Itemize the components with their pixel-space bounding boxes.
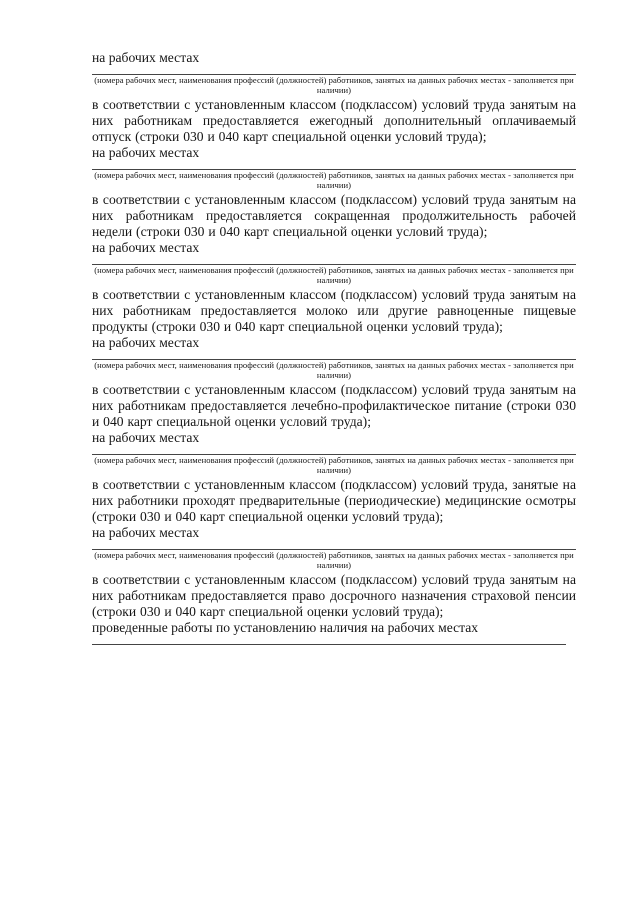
section-text: в соответствии с установленным классом (подклассом) условий труда занятым на них работникам предоставляется молоко или другие равноценные пищевые продукты (строки 030 и 040 карт специальной оценки условий труда); bbox=[92, 287, 576, 334]
section-lead: на рабочих местах bbox=[92, 145, 200, 160]
fill-line-caption: (номера рабочих мест, наименования профессий (должностей) работников, занятых на данных рабочих местах - заполняется при наличии) bbox=[94, 265, 574, 285]
section-6 bbox=[92, 549, 576, 636]
section-3 bbox=[92, 264, 576, 351]
section-text: в соответствии с установленным классом (подклассом) условий труда занятым на них работникам предоставляется сокращенная продолжительность рабочей недели (строки 030 и 040 карт специальной оценки условий труда); bbox=[92, 192, 576, 239]
intro-line: на рабочих местах bbox=[92, 50, 200, 65]
section-1 bbox=[92, 74, 576, 161]
section-lead: на рабочих местах bbox=[92, 525, 200, 540]
section-2 bbox=[92, 169, 576, 256]
fill-line-caption: (номера рабочих мест, наименования профессий (должностей) работников, занятых на данных рабочих местах - заполняется при наличии) bbox=[94, 550, 574, 570]
section-5 bbox=[92, 454, 576, 541]
section-4 bbox=[92, 359, 576, 446]
section-lead: на рабочих местах bbox=[92, 240, 200, 255]
section-lead: на рабочих местах bbox=[92, 335, 200, 350]
fill-line-caption: (номера рабочих мест, наименования профессий (должностей) работников, занятых на данных рабочих местах - заполняется при наличии) bbox=[94, 360, 574, 380]
section-lead: на рабочих местах bbox=[92, 430, 200, 445]
fill-line-caption: (номера рабочих мест, наименования профессий (должностей) работников, занятых на данных рабочих местах - заполняется при наличии) bbox=[94, 455, 574, 475]
fill-line-caption: (номера рабочих мест, наименования профессий (должностей) работников, занятых на данных рабочих местах - заполняется при наличии) bbox=[94, 75, 574, 95]
section-lead: проведенные работы по установлению наличия на рабочих местах bbox=[92, 620, 479, 635]
fill-line-caption: (номера рабочих мест, наименования профессий (должностей) работников, занятых на данных рабочих местах - заполняется при наличии) bbox=[94, 170, 574, 190]
section-text: в соответствии с установленным классом (подклассом) условий труда занятым на них работникам предоставляется ежегодный дополнительный оплачиваемый отпуск (строки 030 и 040 карт специальной оценки условий труда); bbox=[92, 97, 576, 144]
section-text: в соответствии с установленным классом (подклассом) условий труда занятым на них работникам предоставляется право досрочного назначения страховой пенсии (строки 030 и 040 карт специальной оценки условий труда); bbox=[92, 572, 576, 619]
final-fill-line bbox=[92, 644, 566, 645]
section-text: в соответствии с установленным классом (подклассом) условий труда занятым на них работникам предоставляется лечебно-профилактическое питание (строки 030 и 040 карт специальной оценки условий труда); bbox=[92, 382, 576, 429]
section-text: в соответствии с установленным классом (подклассом) условий труда, занятые на них работники проходят предварительные (периодические) медицинские осмотры (строки 030 и 040 карт специальной оценки условий труда); bbox=[92, 477, 576, 524]
document-page bbox=[92, 50, 576, 645]
